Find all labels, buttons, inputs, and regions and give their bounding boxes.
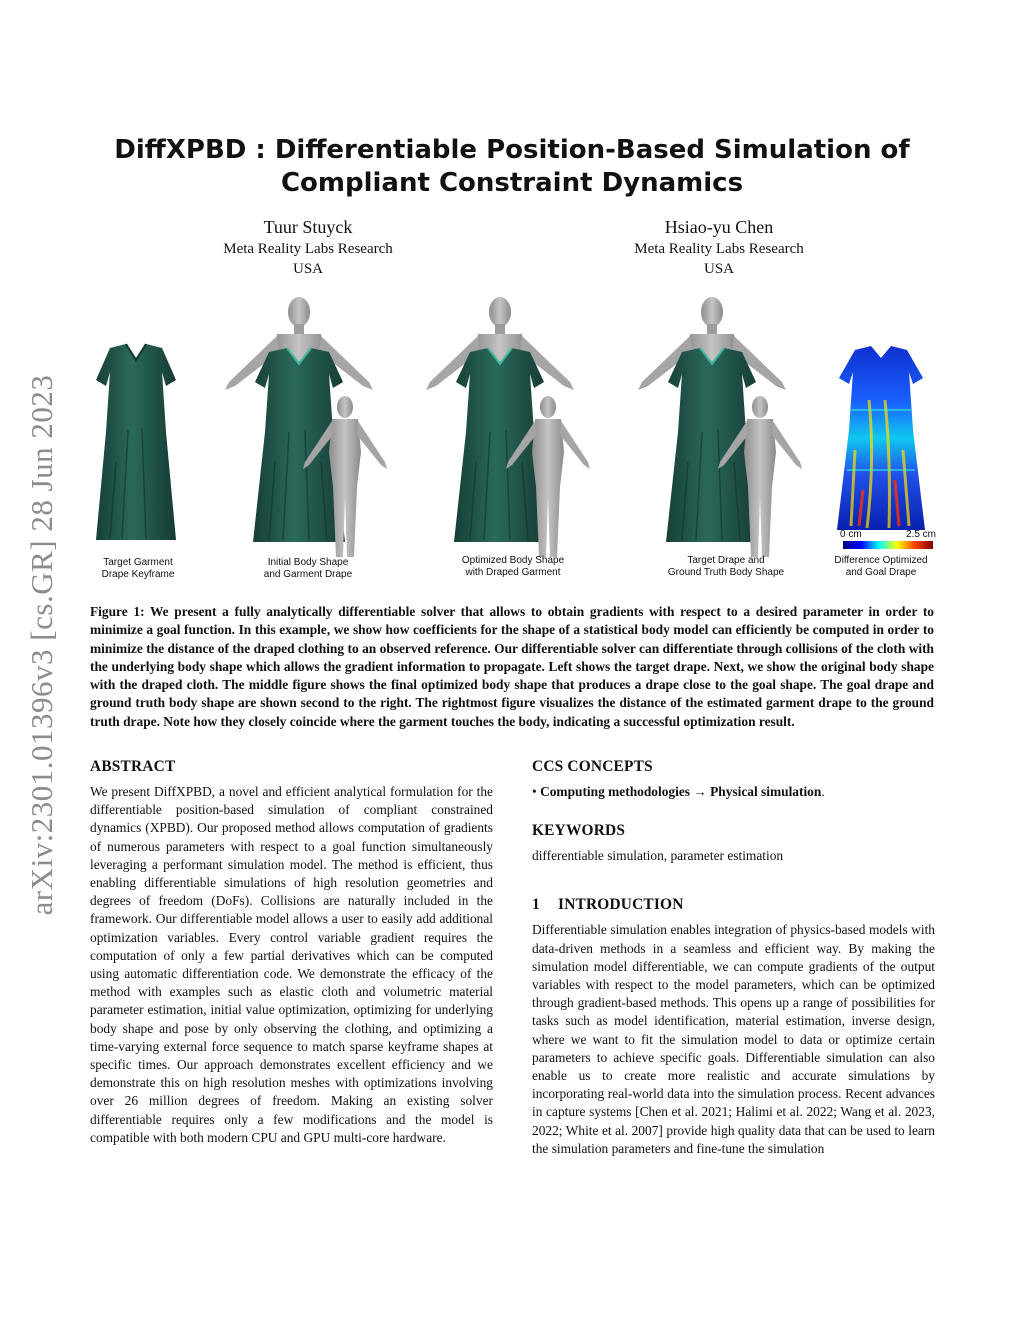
figure-label-line: and Garment Drape	[263, 569, 353, 580]
arxiv-stamp	[12, 345, 72, 945]
figure-label-line: Difference Optimized	[834, 555, 928, 566]
ccs-heading: CCS CONCEPTS	[532, 758, 653, 775]
ccs-period: .	[821, 784, 825, 799]
ccs-subconcept: Physical simulation	[710, 784, 822, 799]
ccs-concepts	[532, 783, 935, 801]
author-affiliation: Meta Reality Labs Research	[223, 241, 393, 257]
keywords-text: differentiable simulation, parameter estimation	[532, 848, 784, 864]
panel-difference-heatmap	[837, 346, 925, 530]
panel-initial-body	[225, 297, 387, 557]
author-affiliation: Meta Reality Labs Research	[634, 241, 804, 257]
paper-title	[110, 134, 914, 200]
title-line-1: DiffXPBD : Differentiable Position-Based Simulation of	[114, 135, 910, 165]
figure-caption: Figure 1: We present a fully analytically differentiable solver that allows to obtain gradients with respect to a desired parameter in order to minimize a goal function. In this example, we show how coefficients for the shape of a statistical body model can efficiently be computed in order to minimize the distance of the draped clothing to an observed reference. Our differentiable solver can differentiate through collisions of the cloth with the underlying body shape which allows the gradient information to propagate. Left shows the target drape. Next, we show the original body shape with the draped cloth. The middle figure shows the final optimized body shape that produces a drape close to the goal shape. The goal drape and ground truth body shape are shown second to the right. The rightmost figure visualizes the distance of the estimated garment drape to the ground truth drape. Note how they closely coincide where the garment touches the body, indicating a successful optimization result.	[90, 604, 934, 729]
arxiv-stamp-text: arXiv:2301.01396v3 [cs.GR] 28 Jun 2023	[24, 374, 59, 916]
figure-label-line: with Draped Garment	[465, 567, 561, 578]
figure-label-4	[656, 555, 796, 579]
author-block-1	[158, 215, 458, 279]
left-column	[90, 757, 493, 1147]
colorbar	[843, 541, 933, 549]
figure-label-line: Initial Body Shape	[267, 557, 349, 568]
teaser-illustration	[88, 292, 938, 592]
section-number: 1	[532, 896, 540, 914]
introduction-heading	[532, 895, 935, 915]
panel-optimized-body	[426, 297, 590, 557]
title-line-2: Compliant Constraint Dynamics	[280, 168, 744, 198]
figure-label-3	[448, 555, 578, 579]
panel-target-garment	[96, 344, 176, 540]
figure-label-1	[90, 557, 186, 581]
author-name: Tuur Stuyck	[263, 217, 353, 237]
author-block-2	[569, 215, 869, 279]
abstract-text: We present DiffXPBD, a novel and efficient analytical formulation for the differentiable position-based simulation of compliant constrained dynamics (XPBD). Our proposed method allows computation of gradients of numerous parameters with respect to a goal function simultaneously leveraging a performant simulation model. The method is efficient, thus enabling differentiable simulations of high resolution geometries and degrees of freedom (DoFs). Collisions are naturally included in the framework. Our differentiable model allows a user to easily add additional optimization variables. Every control variable gradient requires the computation of only a few partial derivatives which can be computed using automatic differentiation code. We demonstrate the efficacy of the method with examples such as elastic cloth and volumetric material parameter estimation, initial value optimization, optimizing for underlying body shape and pose by only observing the clothing, and optimizing a time-varying external force sequence to match sparse keyframe shapes at specific times. Our approach demonstrates excellent efficiency and we demonstrate this on high resolution meshes with optimizations involving over 26 million degrees of freedom. Making an existing solver differentiable requires only a few modifications and the model is compatible with both modern CPU and GPU multi-core hardware.	[90, 784, 493, 1145]
keywords-heading: KEYWORDS	[532, 822, 626, 840]
teaser-figure	[88, 292, 938, 592]
figure-label-line: Target Drape and	[687, 555, 765, 566]
section-title: INTRODUCTION	[558, 896, 684, 914]
author-country: USA	[703, 261, 734, 277]
figure-label-line: Drape Keyframe	[101, 569, 175, 580]
colorbar-min-label: 0 cm	[840, 529, 862, 540]
ccs-arrow: →	[693, 784, 707, 799]
introduction-text: Differentiable simulation enables integration of physics-based models with data-driven methods in a seamless and efficient way. By making the simulation model differentiable, we can compute gradients of the output variables with respect to the model parameters, which can be optimized through gradient-based methods. This opens up a range of possibilities for tasks such as model identification, material estimation, inverse design, where we want to fit the simulation model to data or optimize certain parameters to achieve specific goals. Differentiable simulation can also enable us to create more realistic and accurate simulations by incorporating real-world data into the simulation process. Recent advances in capture systems [Chen et al. 2021; Halimi et al. 2022; Wang et al. 2023, 2022; White et al. 2007] provide high quality data that can be used to learn the simulation parameters and fine-tune the simulation	[532, 922, 935, 1156]
ccs-concept: Computing methodologies	[540, 784, 690, 799]
figure-label-5	[826, 555, 936, 579]
figure-label-line: Target Garment	[103, 557, 173, 568]
figure-label-2	[248, 557, 368, 581]
author-country: USA	[292, 261, 323, 277]
figure-label-line: Ground Truth Body Shape	[667, 567, 785, 578]
ccs-bullet: •	[532, 784, 537, 799]
panel-target-drape	[638, 297, 802, 557]
colorbar-max-label: 2.5 cm	[905, 529, 936, 540]
figure-label-line: and Goal Drape	[845, 567, 917, 578]
author-name: Hsiao-yu Chen	[664, 217, 774, 237]
abstract-heading: ABSTRACT	[90, 758, 176, 775]
figure-label-line: Optimized Body Shape	[461, 555, 565, 566]
right-column	[532, 757, 935, 1158]
